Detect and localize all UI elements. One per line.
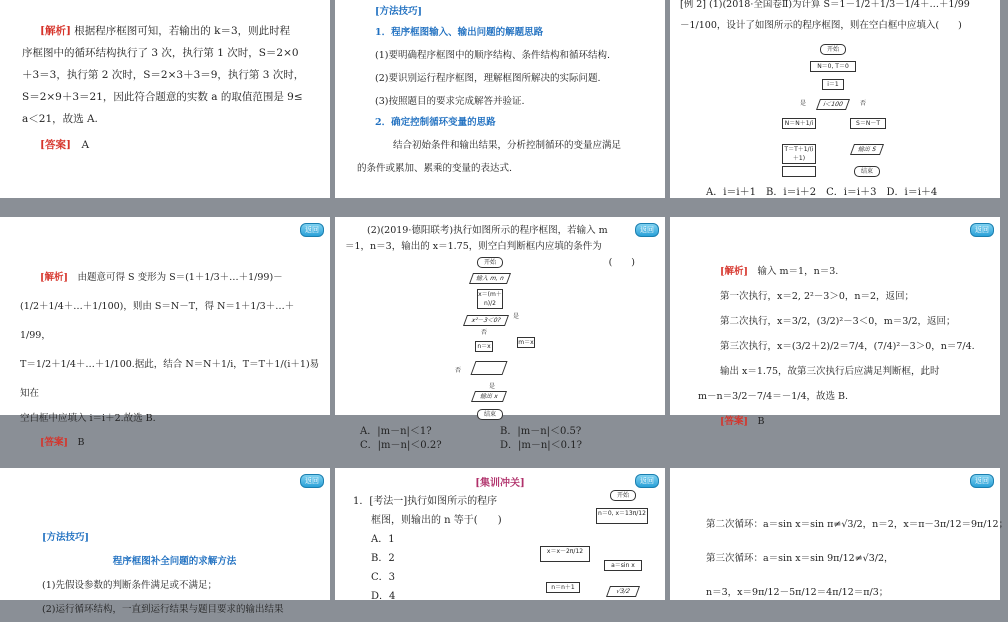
text-line: 输出 x＝1.75，故第三次执行后应满足判断框，此时 [720, 366, 940, 377]
question-line: ＝1，n＝3，输出的 x＝1.75，则空白判断框内应填的条件为 [345, 241, 602, 252]
text-line: 序框图中的循环结构执行了 3 次，执行第 1 次时，S＝2×0 [22, 47, 299, 59]
fc-cond: x²－3＜0? [463, 315, 509, 326]
fc-cond: √3/2 [606, 586, 640, 597]
slide-7-method-tips [0, 468, 330, 615]
text-line: S＝2×9＋3＝21，因此符合题意的实数 a 的取值范围是 9≤ [22, 91, 303, 103]
fc-end: 结束 [477, 409, 503, 420]
option-d: D．4 [371, 591, 396, 602]
text-line: (1)先假设参数的判断条件满足或不满足； [42, 580, 217, 591]
text-line: m－n＝3/2－7/4＝－1/4，故选 B. [698, 391, 849, 402]
flowchart [453, 257, 553, 425]
slide-1-solution [0, 0, 330, 198]
section-title: [方法技巧] [42, 532, 89, 543]
text-line: 第二次循环：a＝sin x＝sin π≠√3/2，n＝2，x＝π－3π/12＝9π/12； [706, 519, 1008, 530]
fc-upd: x＝x－2π/12 [540, 546, 590, 562]
option-b: B．2 [371, 553, 395, 564]
option-d: D．|m－n|＜0.1? [500, 440, 582, 451]
analysis-tag: [解析] [40, 272, 68, 283]
text-line: 第一次执行，x＝2, 2²－3＞0，n＝2，返回； [720, 291, 915, 302]
slide-5-example [335, 217, 665, 418]
fc-yes: 是 [513, 313, 520, 320]
text-line: 由题意可得 S 变形为 S＝(1＋1/3＋…＋1/99)－ [77, 272, 283, 283]
slide-4-solution [0, 217, 330, 448]
fc-no: 否 [481, 329, 488, 336]
fc-out: 输出 x [471, 391, 507, 402]
text-line: a＜21，故选 A. [22, 113, 98, 125]
back-button[interactable]: 返回 [970, 474, 994, 488]
option-b: B．|m－n|＜0.5? [500, 426, 582, 437]
analysis-tag: [解析] [720, 266, 748, 277]
answer-tag: [答案] [40, 139, 71, 151]
question-line: (2)(2019·德阳联考)执行如图所示的程序框图，若输入 m [367, 225, 608, 236]
text-line: 输入 m＝1，n＝3. [757, 266, 839, 277]
fc-out: 输出 S [850, 144, 884, 155]
fc-cond: i＜100 [816, 99, 850, 110]
fc-input: 输入 m, n [469, 273, 511, 284]
fc-no: 否 [860, 100, 867, 107]
text-line: (3)按照题目的要求完成解答并验证. [375, 96, 525, 107]
question-line: ( ) [608, 257, 635, 268]
fc-a: a＝sin x [604, 560, 642, 571]
fc-init: n＝0, x＝13π/12 [596, 508, 648, 524]
back-button[interactable]: 返回 [970, 223, 994, 237]
fc-end: 结束 [854, 166, 880, 177]
fc-calc: x＝(m＋n)/2 [478, 291, 502, 307]
answer-value: B [77, 437, 85, 448]
subheading: 2．确定控制循环变量的思路 [375, 117, 496, 128]
text-line: 根据程序框图可知，若输出的 k＝3，则此时程 [74, 25, 291, 37]
fc-start: 开始 [610, 490, 636, 501]
back-button[interactable]: 返回 [300, 474, 324, 488]
option-c: C．3 [371, 572, 396, 583]
fc-nx: n＝x [475, 341, 493, 352]
fc-start: 开始 [477, 257, 503, 268]
text-line: (2)要识别运行程序框图，理解框图所解决的实际问题. [375, 73, 601, 84]
text-line: 结合初始条件和输出结果，分析控制循环的变量应满足 [393, 140, 622, 151]
fc-yes2: 是 [489, 383, 496, 390]
option-c: C．|m－n|＜0.2? [360, 440, 442, 451]
slide-9-solution [670, 468, 1008, 600]
answer-tag: [答案] [720, 416, 748, 427]
flowchart [780, 44, 890, 179]
back-button[interactable]: 返回 [635, 474, 659, 488]
text-line: 的条件或累加、累乘的变量的表达式. [357, 163, 513, 174]
fc-i1: i＝1 [822, 79, 844, 90]
answer-value: A [81, 139, 90, 151]
fc-upd: N＝N＋1/i [782, 118, 816, 129]
text-line: ＋3＝3，执行第 2 次时，S＝2×3＋3＝9，执行第 3 次时， [22, 69, 305, 81]
slide-3-example [670, 0, 1000, 198]
question-line: 1．[考法一]执行如图所示的程序 [353, 496, 498, 507]
text-line: 第三次执行，x＝(3/2＋2)/2＝7/4，(7/4)²－3＞0，n＝7/4. [720, 341, 975, 352]
fc-no2: 否 [455, 367, 462, 374]
options-line: A．i＝i＋1 B．i＝i＋2 C．i＝i＋3 D．i＝i＋4 [706, 187, 938, 198]
slide-2-method-tips [335, 0, 665, 198]
text-line: 第三次循环：a＝sin x＝sin 9π/12≠√3/2， [706, 553, 894, 564]
option-a: A．|m－n|＜1? [360, 426, 432, 437]
answer-tag: [答案] [40, 437, 68, 448]
question-line: [例 2] (1)(2018·全国卷Ⅱ)为计算 S＝1－1/2＋1/3－1/4＋…＋1/99 [680, 0, 970, 10]
text-line: 空白框中应填入 i＝i＋2.故选 B. [20, 413, 156, 424]
subheading: 程序框图补全问题的求解方法 [112, 556, 237, 567]
option-a: A．1 [371, 534, 395, 545]
text-line: (1/2＋1/4＋…＋1/100)，则由 S＝N－T，得 N＝1＋1/3＋…＋1/99， [20, 301, 295, 341]
options-block [360, 425, 640, 453]
fc-init: N＝0, T＝0 [810, 61, 856, 72]
text-line: n＝3，x＝9π/12－5π/12＝4π/12＝π/3； [706, 587, 889, 598]
fc-start: 开始 [820, 44, 846, 55]
fc-blank [782, 166, 816, 177]
text-line: (2)运行循环结构，一直到运行结果与题目要求的输出结果 [42, 604, 284, 615]
slide-6-solution [670, 217, 1000, 427]
text-line: T＝1/2＋1/4＋…＋1/100.据此，结合 N＝N＋1/i，T＝T＋1/(i＋1)易知在 [20, 359, 320, 399]
fc-upd2: T＝T＋1/(i＋1) [782, 144, 816, 164]
slide-8-practice [335, 468, 665, 600]
text-line: 第二次执行，x＝3/2，(3/2)²－3＜0，m＝3/2，返回； [720, 316, 956, 327]
question-line: 框图，则输出的 n 等于( ) [371, 515, 502, 526]
fc-inc: n＝n＋1 [546, 582, 580, 593]
analysis-tag: [解析] [40, 25, 71, 37]
fc-blank-cond [470, 361, 507, 375]
subheading: 1．程序框图输入、输出问题的解题思路 [375, 27, 544, 38]
fc-mx: m＝x [518, 339, 534, 346]
question-line: －1/100，设计了如图所示的程序框图，则在空白框中应填入( ) [680, 20, 962, 31]
flowchart [540, 490, 660, 600]
fc-yes: 是 [800, 100, 807, 107]
practice-header: [集训冲关] [475, 478, 525, 489]
answer-value: B [757, 416, 765, 427]
section-title: [方法技巧] [375, 6, 422, 17]
fc-sub: S＝N－T [850, 118, 886, 129]
back-button[interactable]: 返回 [300, 223, 324, 237]
text-line: (1)要明确程序框图中的顺序结构、条件结构和循环结构. [375, 50, 610, 61]
back-button[interactable]: 返回 [635, 223, 659, 237]
